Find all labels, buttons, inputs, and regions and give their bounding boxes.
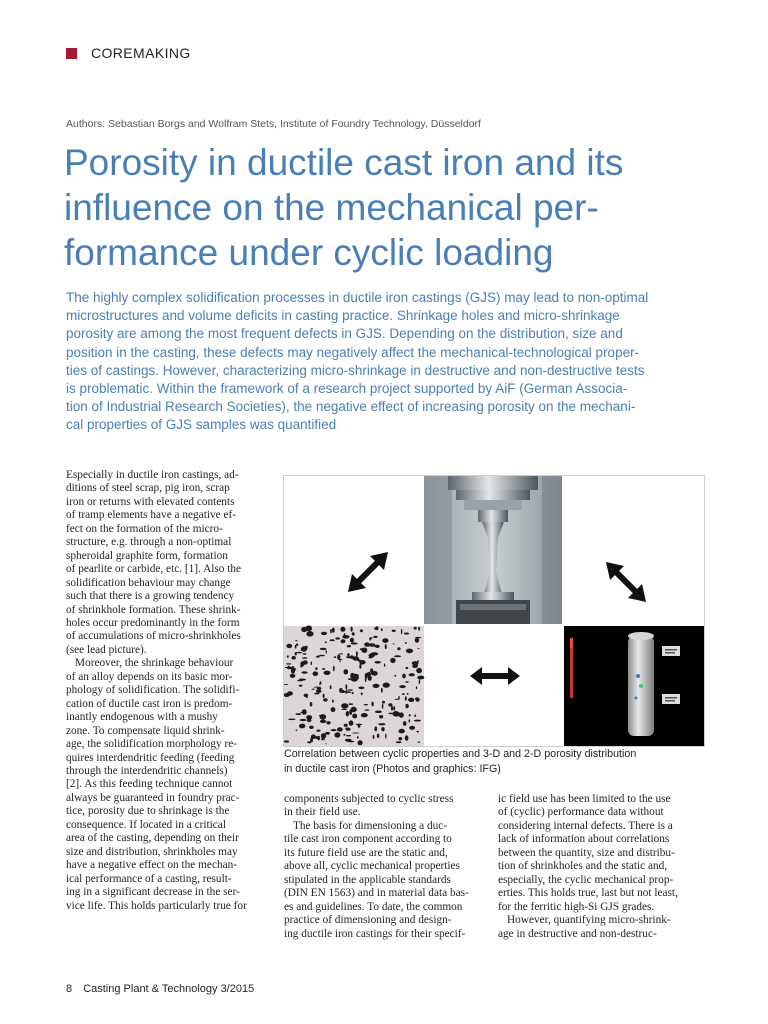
body-line: considering internal defects. There is a: [498, 819, 673, 832]
authors-line: Authors: Sebastian Borgs and Wolfram Stets, Institute of Foundry Technology, Düsseldorf: [66, 118, 481, 130]
body-line: of pearlite or carbide, etc. [1]. Also the: [66, 563, 242, 576]
body-line: es and guidelines. To date, the common: [284, 900, 463, 913]
lead-line: The highly complex solidification processes in ductile iron castings (GJS) may lead to non-optimal: [66, 290, 649, 305]
body-line: between the quantity, size and distribu-: [498, 846, 675, 859]
testing-machine-photo: [424, 476, 562, 624]
section-header: [66, 45, 191, 61]
body-line: The basis for dimensioning a duc-: [293, 819, 448, 832]
lead-line: tion of Industrial Research Societies), the negative effect of increasing porosity on the mechani-: [66, 399, 636, 415]
article-title: [64, 140, 724, 275]
body-column-3: [498, 793, 702, 941]
body-line: above all, cyclic mechanical properties: [284, 860, 460, 873]
lead-line: ties of castings. However, characterizing micro-shrinkage in destructive and non-destructive tests: [66, 362, 645, 378]
body-line: of accumulations of micro-shrinkholes: [66, 630, 241, 643]
body-line: area of the casting, depending on their: [66, 832, 239, 845]
body-line: for the ferritic high-Si GJS grades.: [498, 900, 655, 913]
body-line: age in destructive and non-destruc-: [498, 927, 657, 940]
body-line: through the interdendritic channels): [66, 764, 228, 777]
lead-line: cal properties of GJS samples was quantified: [66, 417, 337, 433]
body-line: ditions of steel scrap, pig iron, scrap: [66, 482, 230, 495]
body-line: fect on the formation of the micro-: [66, 522, 223, 535]
title-line: formance under cyclic loading: [64, 232, 554, 273]
body-line: Moreover, the shrinkage behaviour: [75, 657, 234, 670]
body-line: erties. This holds true, last but not least,: [498, 887, 678, 900]
body-line: components subjected to cyclic stress: [284, 793, 454, 805]
body-line: However, quantifying micro-shrink-: [507, 914, 671, 927]
body-line: of tramp elements have a negative ef-: [66, 509, 236, 522]
title-line: influence on the mechanical per-: [64, 187, 599, 228]
page-number: 8: [66, 983, 73, 995]
body-line: [2]. As this feeding technique cannot: [66, 778, 233, 791]
body-line: lack of information about correlations: [498, 833, 670, 846]
lead-paragraph: [66, 289, 706, 435]
body-line: ical performance of a casting, result-: [66, 872, 232, 885]
body-line: structure, e.g. through a non-optimal: [66, 536, 232, 549]
lead-line: porosity are among the most frequent defects in GJS. Depending on the distribution, size and: [66, 326, 623, 342]
figure-caption: [284, 747, 704, 777]
body-line: stipulated in the applicable standards: [284, 873, 451, 886]
body-line: size and distribution, shrinkholes may: [66, 845, 238, 858]
body-line: have a negative effect on the mechan-: [66, 859, 238, 872]
caption-line: Correlation between cyclic properties and 3-D and 2-D porosity distribution: [284, 748, 637, 760]
body-line: holes occur predominantly in the form: [66, 616, 240, 629]
ct-scan-image: [564, 626, 704, 746]
diagonal-arrow-icon: [606, 562, 646, 602]
body-line: especially, the cyclic mechanical prop-: [498, 873, 674, 886]
lead-figure: [283, 475, 705, 747]
body-line: quires interdendritic feeding (feeding: [66, 751, 235, 764]
publication-name: Casting Plant & Technology 3/2015: [83, 983, 255, 995]
body-line: age, the solidification morphology re-: [66, 738, 237, 751]
body-line: in their field use.: [284, 806, 361, 819]
body-line: such that there is a growing tendency: [66, 590, 235, 603]
body-line: (DIN EN 1563) and in material data bas-: [284, 887, 469, 900]
body-line: phology of solidification. The solidifi-: [66, 684, 240, 697]
body-line: iron or returns with elevated contents: [66, 495, 235, 508]
section-marker: [66, 48, 77, 59]
body-line: Especially in ductile iron castings, ad-: [66, 469, 239, 481]
body-column-2: [284, 793, 484, 941]
body-line: ic field use has been limited to the use: [498, 793, 671, 805]
lead-line: is problematic. Within the framework of a research project supported by AiF (German Associa-: [66, 381, 628, 397]
title-line: Porosity in ductile cast iron and its: [64, 142, 624, 183]
diagonal-arrow-icon: [348, 552, 388, 592]
body-line: always be guaranteed in foundry prac-: [66, 791, 240, 804]
body-line: of an alloy depends on its basic mor-: [66, 670, 233, 683]
caption-line: in ductile cast iron (Photos and graphics: IFG): [284, 763, 501, 775]
body-line: zone. To compensate liquid shrink-: [66, 724, 225, 737]
micrograph-image: [284, 625, 424, 746]
section-label: COREMAKING: [91, 45, 191, 61]
body-line: tile cast iron component according to: [284, 833, 452, 846]
body-line: its future field use are the static and,: [284, 846, 448, 859]
body-line: ing ductile iron castings for their specif-: [284, 927, 466, 940]
body-line: spheroidal graphite form, formation: [66, 549, 228, 562]
body-column-1: [66, 469, 270, 913]
lead-line: position in the casting, these defects may negatively affect the mechanical-technological proper-: [66, 344, 640, 360]
body-line: of (cyclic) performance data without: [498, 806, 664, 819]
body-line: solidification behaviour may change: [66, 576, 231, 589]
body-line: (see lead picture).: [66, 643, 147, 656]
horizontal-arrow-icon: [470, 667, 520, 685]
body-line: practice of dimensioning and design-: [284, 914, 452, 927]
body-line: vice life. This holds particularly true for: [66, 899, 247, 912]
lead-line: microstructures and volume deficits in casting practice. Shrinkage holes and micro-shrinkage: [66, 308, 620, 324]
body-line: ing in a significant decrease in the ser-: [66, 886, 240, 899]
page-footer: [66, 983, 254, 995]
body-line: tion of shrinkholes and the static and,: [498, 860, 668, 873]
body-line: tice, porosity due to shrinkage is the: [66, 805, 230, 818]
body-line: cation of ductile cast iron is predom-: [66, 697, 233, 710]
body-line: of shrinkhole formation. These shrink-: [66, 603, 241, 616]
body-line: consequence. If located in a critical: [66, 818, 226, 831]
body-line: inantly endogenous with a mushy: [66, 711, 218, 724]
